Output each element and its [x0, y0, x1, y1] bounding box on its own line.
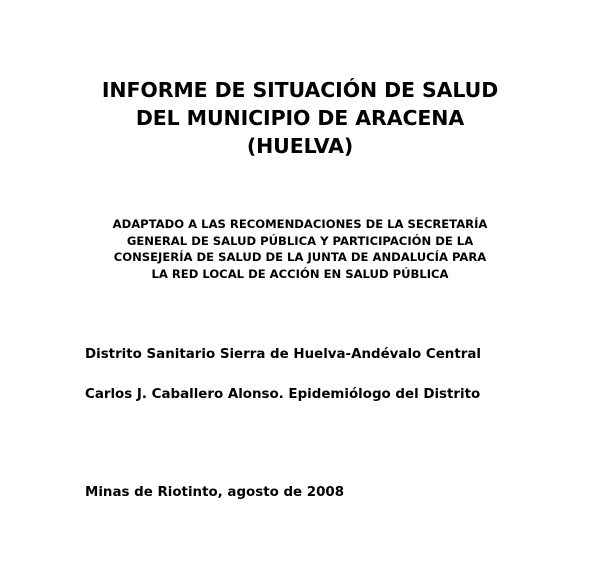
document-subtitle: [60, 216, 540, 282]
subtitle-line: GENERAL DE SALUD PÚBLICA Y PARTICIPACIÓN DE LA: [126, 233, 474, 248]
district-name: Distrito Sanitario Sierra de Huelva-Andévalo Central: [85, 347, 481, 362]
title-line: (HUELVA): [246, 134, 354, 158]
author-line: Carlos J. Caballero Alonso. Epidemiólogo del Distrito: [85, 387, 481, 402]
place-date: Minas de Riotinto, agosto de 2008: [85, 485, 345, 500]
document-title: [40, 76, 560, 160]
subtitle-line: CONSEJERÍA DE SALUD DE LA JUNTA DE ANDALUCÍA PARA: [113, 250, 487, 264]
title-line: INFORME DE SITUACIÓN DE SALUD: [101, 78, 499, 102]
title-line: DEL MUNICIPIO DE ARACENA: [135, 106, 465, 130]
subtitle-line: LA RED LOCAL DE ACCIÓN EN SALUD PÚBLICA: [151, 266, 449, 281]
subtitle-line: ADAPTADO A LAS RECOMENDACIONES DE LA SECRETARÍA: [112, 217, 488, 231]
